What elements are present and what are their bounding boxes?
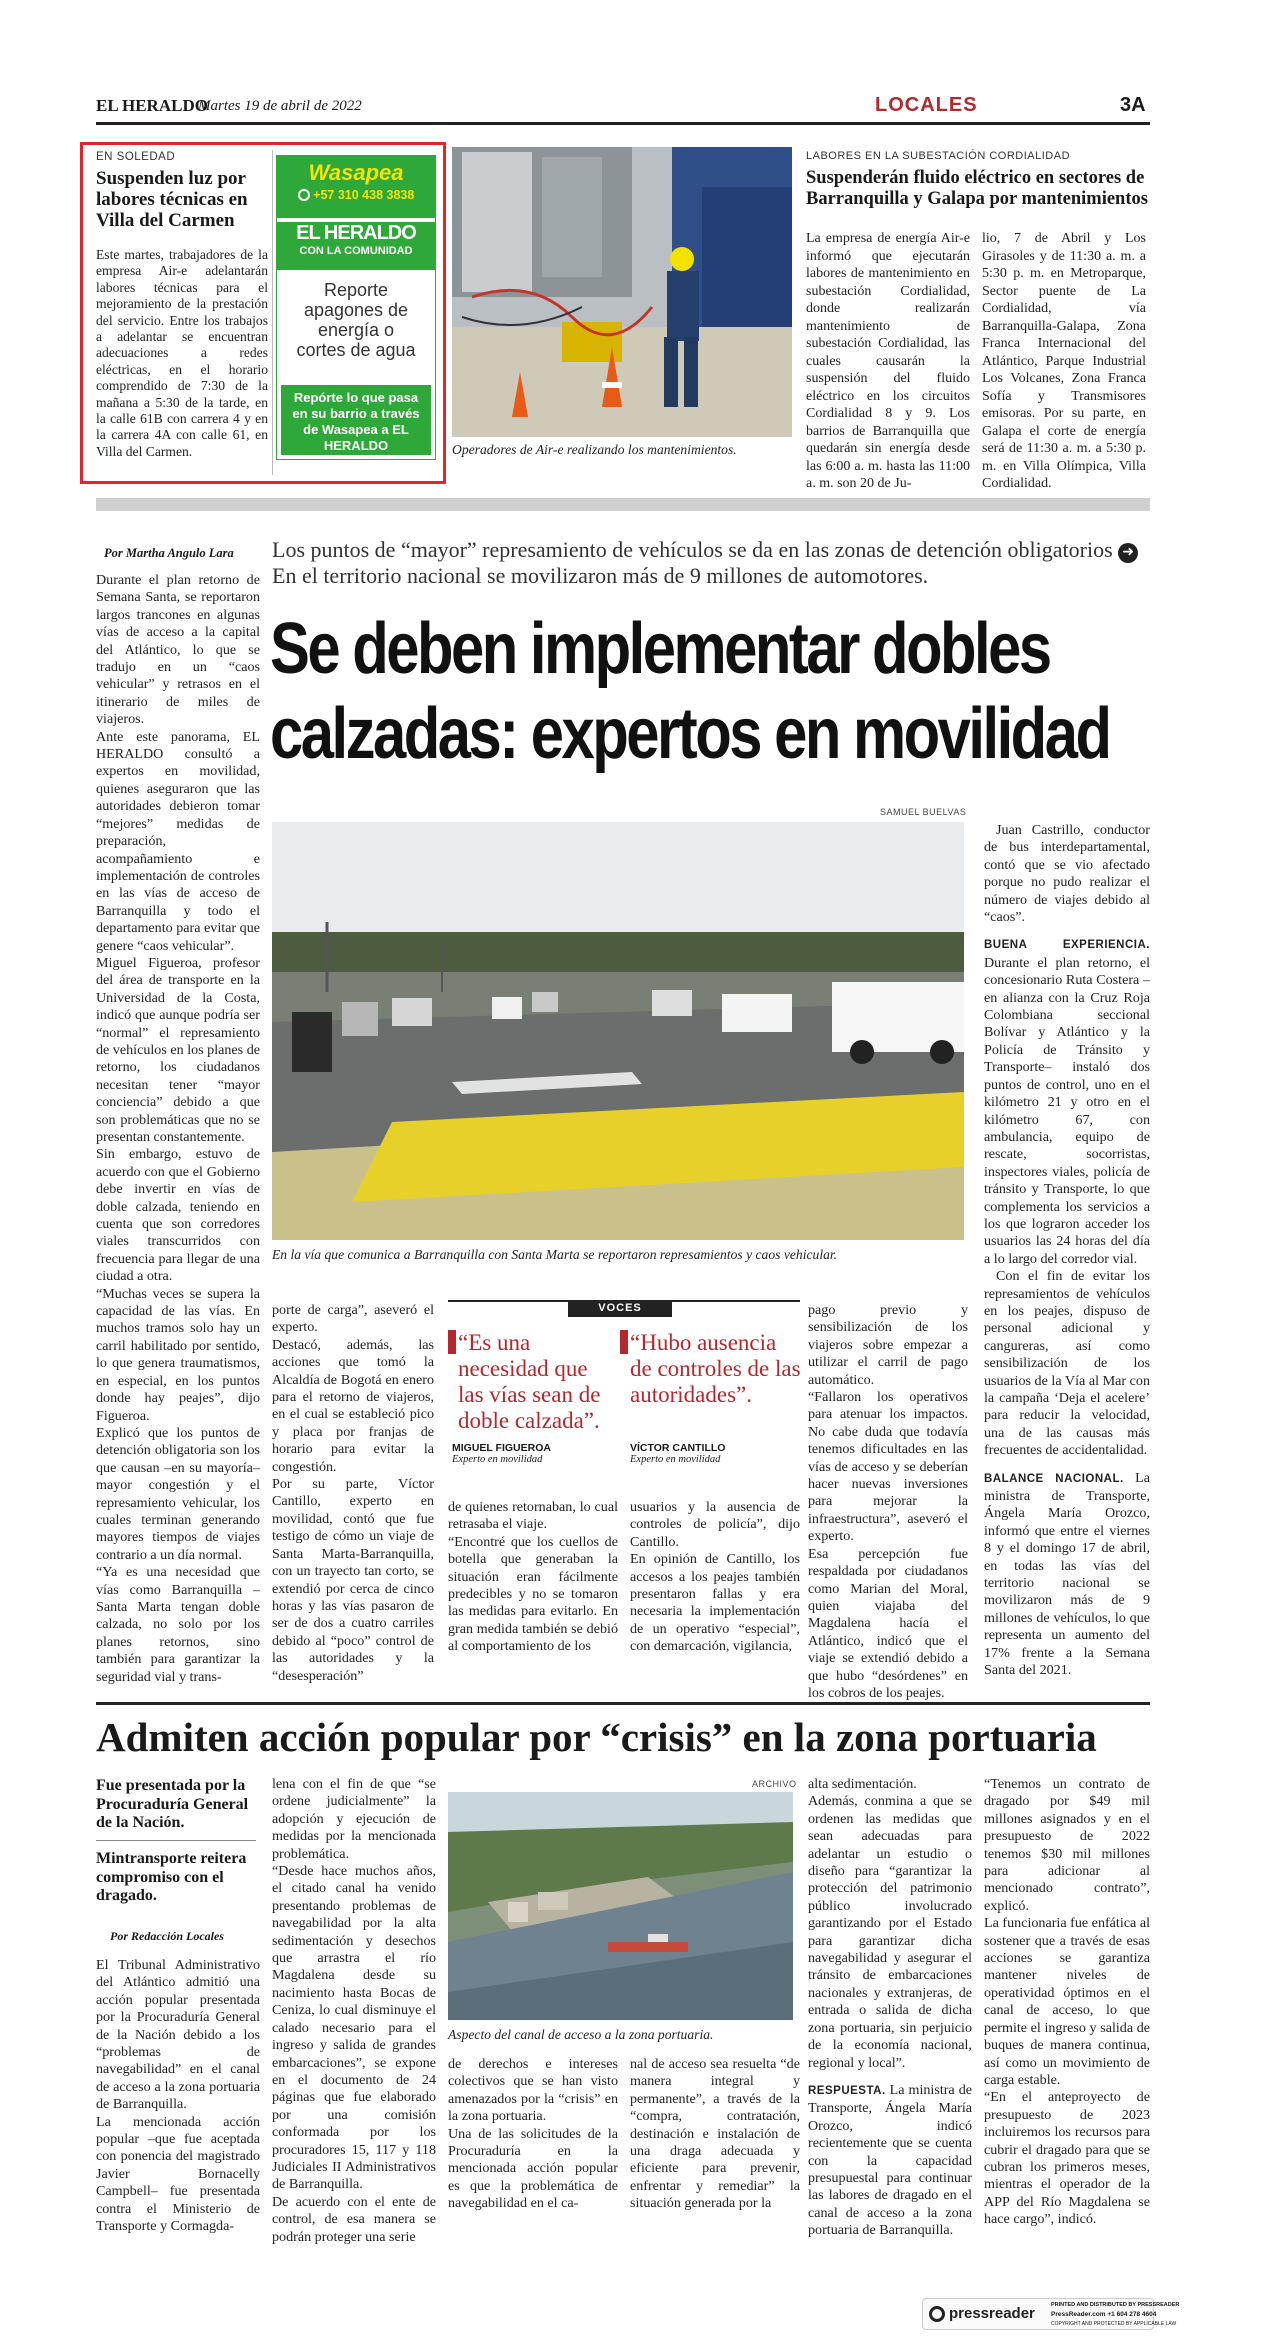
wasapea-brand-block [277,222,435,270]
quote1: “Es una necesidad que las vías sean de doble calzada”. [458,1330,601,1433]
wasapea-brand-sub: CON LA COMUNIDAD [299,245,413,257]
quote1-name: MIGUEL FIGUEROA [452,1442,551,1454]
highway-illustration [272,822,964,1240]
wasapea-cta: Repórte lo que pasa en su barrio a través de Wasapea a EL HERALDO [281,385,431,455]
main-deck: Los puntos de “mayor” represamiento de vehículos se da en las zonas de detención obligatorios ➜ En el territorio nacional se movilizaron más de 9 millones de automotores. [272,537,1152,589]
pressreader-line3: COPYRIGHT AND PROTECTED BY APPLICABLE LAW [1051,2321,1177,2327]
second-col4: nal de acceso sea resuelta “de manera integral y permanente”, a través de la “compra, contratación, destinación e instalación de una draga adecuada y eficiente para prevenir, enfrentar y remediar” la situación generada por la [630,2056,800,2212]
right-p1: Juan Castrillo, conductor de bus interdepartamental, contó que se vio afectado porque no pudo realizar el número de viajes debido al “caos”. [984,822,1150,926]
wasapea-top [277,156,435,218]
main-col-e: pago previo y sensibilización de los viajeros sobre empezar a utilizar el carril de pago automático. “Fallaron los operativos para atenuar los impactos. No cabe duda que todavía tenemos dificultades en las vías de acceso y se deberían hacer nuevas inversiones para mejorar la infraestructura”, aseveró el experto. Esa percepción fue respaldada por ciudadanos como Marian del Moral, quien viajaba del Magdalena hacía el Atlántico, indicó que el viaje se extendió debido a que hubo “desórdenes” en los cobros de los peajes. [808,1302,968,1701]
second-photo-caption: Aspecto del canal de acceso a la zona portuaria. [448,2027,714,2042]
second-col1: El Tribunal Administrativo del Atlántico admitió una acción popular presentada por la Procuraduría General de la Nación debido a los “problemas de navegabilidad” en el canal de acceso a la zona portuaria de Barranquilla. La mencionada acción popular –que fue aceptada con ponencia del magistrado Javier Bornacelly Campbell– fue presentada contra el Ministerio de Transporte y Cormagda- [96,1957,260,2235]
pressreader-badge[interactable] [922,2298,1180,2330]
photo-technician-caption: Operadores de Air-e realizando los mantenimientos. [452,442,737,457]
masthead: EL HERALDO [96,96,208,115]
soledad-title: Suspenden luz por labores técnicas en Villa del Carmen [96,168,248,231]
second-sub1: Fue presentada por la Procuraduría General de la Nación. [96,1777,249,1831]
main-col-d: usuarios y la ausencia de controles de policía”, dijo Cantillo. En opinión de Cantillo, los accesos a los peajes también presentaron fallas y era necesaria la implementación de un operativo “especial”, con demarcación, vigilancia, [630,1499,800,1655]
main-left-column: Durante el plan retorno de Semana Santa, se reportaron largos trancones en algunas vías de acceso a la capital del Atlántico, lo que se tradujo en un “caos vehicular” y retrasos en el itinerario de miles de viajeros. Ante este panorama, EL HERALDO consultó a expertos en movilidad, quienes aseguraron que las autoridades debieron tomar “mejores” medidas de preparación, acompañamiento e implementación de controles en las vías de acceso de Barranquilla y todo el departamento para evitar que genere “caos vehicular”. Miguel Figueroa, profesor del área de transporte en la Universidad de la Costa, indicó que aunque podría ser “normal” el represamiento de vehículos en los planes de retorno, los ciudadanos necesitan tener “mayor conciencia” debido a que son problemáticas que no se presentan constantemente. Sin embargo, estuvo de acuerdo con que el Gobierno debe invertir en vías de doble calzada, teniendo en cuenta que son corredores viales transcurridos con frecuencia para llegar de una ciudad a otra. “Muchas veces se supera la capacidad de las vías. En muchos tramos solo hay un carril habilitado por sentido, lo que genera traumatismos, en especial, en los puntos donde hay peajes”, dijo Figueroa. Explicó que los puntos de detención obligatoria son los que causan –en su mayoría– mayor congestión y el represamiento vehicular, los cuales terminan generando mayores tiempos de viajes contrario a un día normal. “Ya es una necesidad que vías como Barranquilla – Santa Marta tengan doble calzada, no solo por los planes retornos, sino también para garantizar la seguridad vial y trans- [96,572,260,1685]
photo-port [448,1792,793,2020]
technician-illustration [452,147,792,437]
wasapea-title: Wasapea [308,160,404,185]
wasapea-report: Reporte apagones de energía o cortes de agua [296,280,416,360]
pressreader-line1: PRINTED AND DISTRIBUTED BY PRESSREADER [1051,2302,1180,2308]
cordialidad-col2: lio, 7 de Abril y Los Girasoles y de 11:30 a. m. a 5:30 p. m. en Metroparque, Sector puente de La Cordialidad, vía Barranquilla-Galapa, Zona Franca Internacional del Atlántico, Parque Industrial Los Volcanes, Zona Franca Sofía y Transmisores emisoras. Por su parte, en Galapa el corte de energía será de 11:30 a. m. a 5:30 p. m. en Villa Olímpica, Villa Cordialidad. [982,231,1146,491]
cordialidad-col1: La empresa de energía Air-e informó que ejecutarán labores de mantenimiento en subestación Cordialidad, donde realizarán mantenimiento de subestación Cordialidad, las cuales causarán la suspensión del fluido eléctrico en los circuitos Cordialidad 8 y 9. Los barrios de Barranquilla que quedarán sin energía desde las 6:00 a. m. hasta las 11:00 a. m. son 20 de Ju- [806,231,970,491]
issue-date: Martes 19 de abril de 2022 [198,98,362,114]
story-divider [96,1702,1150,1705]
section-name: LOCALES [875,94,978,116]
soledad-kicker: EN SOLEDAD [96,151,176,163]
cordialidad-kicker: LABORES EN LA SUBESTACIÓN CORDIALIDAD [806,150,1071,162]
right-subhead-1: BUENA EXPERIENCIA. [984,939,1150,952]
main-right-column [984,822,1150,1680]
section-divider [96,498,1150,511]
quote1-accent [448,1330,456,1354]
photo-highway [272,822,964,1240]
main-photo-credit: SAMUEL BUELVAS [880,807,967,817]
wasapea-ad [276,155,436,460]
soledad-body: Este martes, trabajadores de la empresa Air-e adelantarán labores técnicas para el mejoramiento de la prestación del servicio. Entre los trabajos a adelantar se encuentran adecuaciones a redes eléctricas, en el horario comprendido de 7:30 de la mañana a 5:30 de la tarde, en la calle 61B con carrera 4 y en la carrera 4A con calle 61, en Villa del Carmen. [96,247,268,459]
second-col5-p1: alta sedimentación. Además, conmina a que se ordenen las medidas que sean adecuadas para adelantar un estudio o diseño para “garantizar la protección del patrimonio público involucrado garantizando por el Estado para garantizar dicha navegabilidad y asegurar el tránsito de embarcaciones nacionales y extranjeras, de entrada o salida de dicha zona portuaria, sin perjuicio de la economía nacional, regional y local”. [808,1776,972,2071]
second-col2: lena con el fin de que “se ordene judicialmente” la adopción y ejecución de medidas por la mencionada problemática. “Desde hace muchos años, el citado canal ha venido presentando problemas de navegabilidad por la alta sedimentación y desechos que arrastra el río Magdalena desde su nacimiento hasta Bocas de Ceniza, lo cual disminuye el calado necesario para el ingreso y salida de grandes embarcaciones”, se expone en el documento de 24 páginas que fue elaborado por una comisión conformada por los procuradores 15, 117 y 118 Judiciales II Administrativos de Barranquilla. De acuerdo con el ente de control, de esa manera se podrán proteger una serie [272,1776,436,2245]
second-col3: de derechos e intereses colectivos que se han visto amenazados por la “crisis” en la zona portuaria. Una de las solicitudes de la Procuraduría en la mencionada acción popular es que la problemática de navegabilidad en el ca- [448,2056,618,2212]
second-col5-p2-wrap: RESPUESTA. La ministra de Transporte, Ángela María Orozco, indicó recientemente que se cuenta con la capacidad presupuestal para continuar las labores de dragado en el canal de acceso a la zona portuaria de Barranquilla. [808,2081,972,2239]
header-rule [96,122,1150,125]
main-col-b: porte de carga”, aseveró el experto. Destacó, además, las acciones que tomó la Alcaldía de Bogotá en enero para el retorno de viajeros, en el cual se estableció pico y placa por franjas de horario para evitar la congestión. Por su parte, Víctor Cantillo, experto en movilidad, contó que fue testigo de cómo un viaje de Santa Marta-Barranquilla, con un trayecto tan corto, se extendió por cerca de cinco horas y las vías pasaron de ser de dos a cuatro carriles debido al “poco” control de las autoridades y la “desesperación” [272,1302,434,1684]
right-p2-wrap: BUENA EXPERIENCIA. Durante el plan retorno, el concesionario Ruta Costera –en alianza con la Cruz Roja Colombiana seccional Bolívar y Atlántico y la Policía de Tránsito y Transporte– instaló dos puntos de control, uno en el kilómetro 21 y otro en el kilómetro 67, con ambulancia, equipo de rescate, socorristas, inspectores viales, policía de tránsito y Transporte, lo que complementa los servicios a los que lograron acceder los usuarios las 24 horas del día a lo largo del corredor vial. [984,939,1150,1267]
quote2-name: VÍCTOR CANTILLO [630,1442,726,1454]
photo-technician [452,147,792,437]
quote1-role: Experto en movilidad [452,1454,543,1465]
pressreader-icon [929,2306,945,2322]
right-subhead-2: BALANCE NACIONAL. [984,1472,1124,1485]
second-headline: Admiten acción popular por “crisis” en la zona portuaria [96,1714,1097,1760]
soledad-divider [272,150,273,475]
main-photo-caption: En la vía que comunica a Barranquilla con Santa Marta se reportaron represamientos y caos vehicular. [272,1247,838,1262]
pressreader-logo: pressreader [949,2305,1035,2322]
arrow-bullet-icon: ➜ [1118,543,1138,563]
main-headline-line2: calzadas: expertos en movilidad [270,694,1110,774]
main-headline-line1: Se deben implementar dobles [270,609,1050,689]
main-col-c: de quienes retornaban, lo cual retrasaba el viaje. “Encontré que los cuellos de botella que generaban la situación eran fácilmente predecibles y no se tomaron las medidas para evitarlo. En gran medida también se debió al comportamiento de los [448,1499,618,1655]
second-col5 [808,1776,972,2240]
second-photo-credit: ARCHIVO [752,1779,797,1789]
wasapea-phone: +57 310 438 3838 [277,188,435,202]
right-p4-wrap: BALANCE NACIONAL. La ministra de Transporte, Ángela María Orozco, informó que entre el viernes 8 y el domingo 17 de abril, en todas las vías del territorio nacional se movilizaron más de 9 millones de vehículos, lo que representa un aumento del 17% frente a la Semana Santa del 2021. [984,1469,1150,1679]
second-col6: “Tenemos un contrato de dragado por $49 mil millones asignados y en el presupuesto de 2022 tenemos $30 mil millones para adicionar al mencionado contrato”, explicó. La funcionaria fue enfática al sostener que a través de esas acciones se garantiza mantener niveles de operatividad óptimos en el canal de acceso, lo que permite el ingreso y salida de buques de manera continua, así como un movimiento de carga estable. “En el anteproyecto de presupuesto de 2023 incluiremos los recursos para cubrir el dragado para que se cubran los primeros meses, mientras el operador de la APP del Río Magdalena se hace cargo”, indicó. [984,1776,1150,2228]
port-illustration [448,1792,793,2020]
main-byline: Por Martha Angulo Lara [104,546,234,560]
wasapea-brand: EL HERALDO [296,222,416,244]
pressreader-line2: PressReader.com +1 604 278 4604 [1051,2311,1157,2318]
voces-label: VOCES [568,1300,672,1317]
second-subhead-respuesta: RESPUESTA. [808,2084,886,2097]
second-sub2: Mintransporte reitera compromiso con el dragado. [96,1850,247,1904]
quote2-accent [620,1330,628,1354]
page-number: 3A [1120,94,1146,116]
right-p3: Con el fin de evitar los represamientos de vehículos en los peajes, dispuso de personal adicional y cangureras, así como sensibilización de los usuarios de la Vía al Mar con la campaña ‘Deja el acelere’ para reducir la velocidad, una de las causas más frecuentes de accidentalidad. [984,1268,1150,1459]
quote2-role: Experto en movilidad [630,1454,721,1465]
second-byline: Por Redacción Locales [110,1929,224,1943]
cordialidad-title: Suspenderán fluido eléctrico en sectores de Barranquilla y Galapa por mantenimientos [806,168,1148,209]
whatsapp-icon [298,189,310,201]
second-sub-rule [96,1840,256,1841]
quote2: “Hubo ausencia de controles de las autoridades”. [630,1330,801,1407]
